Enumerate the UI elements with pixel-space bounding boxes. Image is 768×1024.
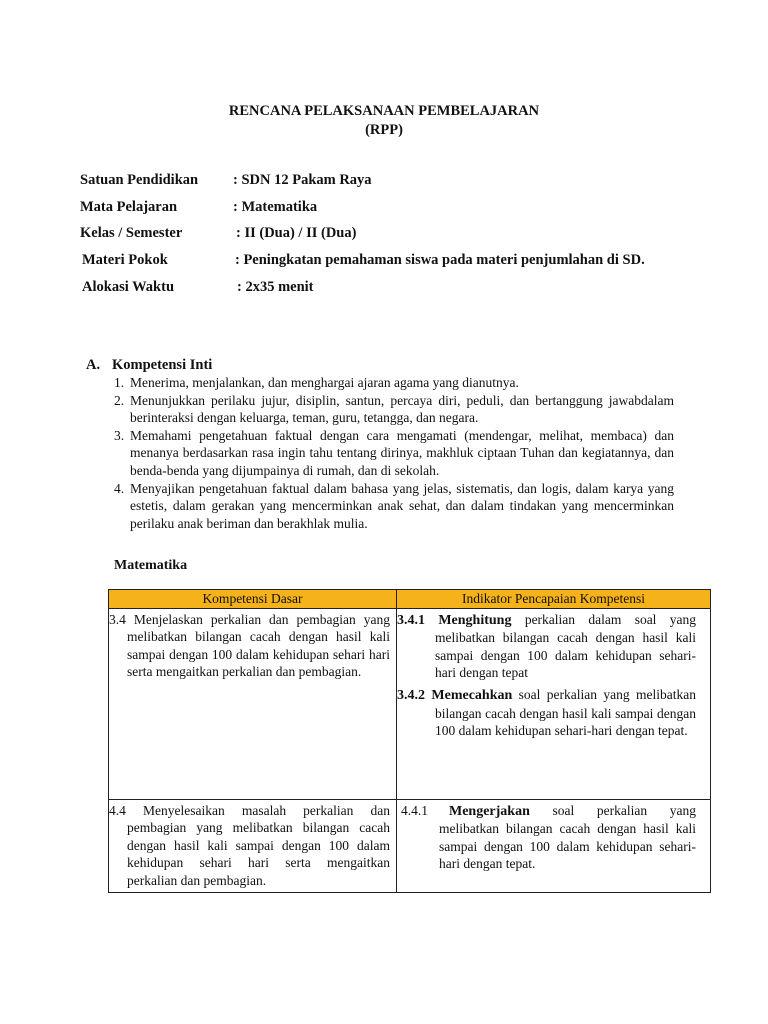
identity-label: Materi Pokok: [82, 252, 168, 268]
list-item: [114, 392, 674, 427]
identity-value: : Matematika: [233, 199, 318, 215]
identity-value: : 2x35 menit: [237, 279, 314, 295]
identity-label: Satuan Pendidikan: [80, 172, 199, 188]
indicator-verb: Menghitung: [438, 612, 512, 628]
section-title: Kompetensi Inti: [112, 357, 213, 373]
table-cell-indicator: [397, 608, 711, 799]
indicator-text: perkalian dalam soal yang melibatkan bilangan cacah dengan hasil kali sampai dengan 100 dalam kehidupan sehari-hari dengan tepat: [435, 611, 697, 681]
competency-table: [108, 589, 711, 893]
identity-value: : SDN 12 Pakam Raya: [233, 172, 372, 188]
kd-code: 3.4: [109, 611, 126, 627]
list-item-number: 2.: [114, 392, 125, 408]
list-item: [114, 427, 674, 480]
header-indikator: Indikator Pencapaian Kompetensi: [397, 590, 711, 609]
subject-title: Matematika: [114, 558, 188, 573]
kd-text: Menyelesaikan masalah perkalian dan pembagian yang melibatkan bilangan cacah dengan hasil kali sampai dengan 100 dalam kehidupan sehari hari serta mengaitkan perkalian dan pembagian.: [127, 802, 391, 888]
indicator-verb: Memecahkan: [431, 687, 513, 703]
header-kompetensi-dasar: Kompetensi Dasar: [109, 590, 397, 609]
list-item-text: Menyajikan pengetahuan faktual dalam bahasa yang jelas, sistematis, dan logis, dalam karya yang estetis, dalam gerakan yang mencerminkan anak sehat, dan dalam tindakan yang mencerminkan perilaku anak beriman dan berakhlak mulia.: [130, 480, 674, 531]
kd-entry: [109, 800, 396, 892]
indicator-text: soal perkalian yang melibatkan bilangan cacah dengan hasil kali sampai dengan 100 dalam kehidupan sehari-hari dengan tepat.: [439, 802, 697, 872]
list-item-text: Menerima, menjalankan, dan menghargai ajaran agama yang dianutnya.: [130, 375, 519, 390]
kd-code: 4.4: [109, 802, 126, 818]
identity-label: Mata Pelajaran: [80, 199, 178, 215]
identity-label: Alokasi Waktu: [82, 279, 175, 295]
section-letter: A.: [86, 357, 101, 373]
list-item-number: 1.: [114, 375, 125, 390]
table-row: [109, 608, 711, 799]
table-cell-kd: [109, 608, 397, 799]
document-subtitle: (RPP): [365, 122, 403, 138]
indicator-code: 4.4.1: [401, 802, 428, 818]
list-item-number: 4.: [114, 480, 125, 496]
indicator-text: soal perkalian yang melibatkan bilangan cacah dengan hasil kali sampai dengan 100 dalam kehidupan sehari-hari dengan tepat.: [435, 686, 697, 739]
table-cell-kd: [109, 799, 397, 892]
document-title: RENCANA PELAKSANAAN PEMBELAJARAN: [228, 103, 540, 119]
list-item-text: Menunjukkan perilaku jujur, disiplin, santun, percaya diri, peduli, dan bertanggung jawabdalam berinteraksi dengan keluarga, teman, guru, tetangga, dan negara.: [130, 392, 674, 426]
list-item: [114, 374, 674, 392]
table-cell-indicator: [397, 799, 711, 892]
section-heading-kompetensi-inti: [86, 357, 212, 374]
identity-value: : II (Dua) / II (Dua): [236, 225, 357, 241]
indicator-entry: [397, 800, 710, 875]
indicator-entry: [397, 609, 710, 684]
list-item-number: 3.: [114, 427, 125, 443]
indicator-verb: Mengerjakan: [449, 803, 530, 819]
table-header-row: [109, 590, 711, 609]
table-row: [109, 799, 711, 892]
indicator-code: 3.4.1: [397, 612, 425, 628]
kd-text: Menjelaskan perkalian dan pembagian yang melibatkan bilangan cacah dengan hasil kali sampai dengan 100 dalam kehidupan sehari hari serta mengaitkan perkalian dan pembagian.: [127, 611, 390, 680]
identity-label: Kelas / Semester: [80, 225, 183, 241]
identity-value: : Peningkatan pemahaman siswa pada materi penjumlahan di SD.: [235, 252, 645, 268]
list-item-text: Memahami pengetahuan faktual dengan cara mengamati (mendengar, melihat, membaca) dan menanya berdasarkan rasa ingin tahu tentang dirinya, makhluk ciptaan Tuhan dan kegiatannya, dan benda-benda yang dijumpainya di rumah, dan di sekolah.: [130, 427, 674, 478]
list-item: [114, 480, 674, 533]
indicator-entry: [397, 684, 710, 742]
kd-entry: [109, 609, 396, 683]
kompetensi-inti-list: [114, 374, 674, 532]
indicator-code: 3.4.2: [397, 687, 425, 703]
